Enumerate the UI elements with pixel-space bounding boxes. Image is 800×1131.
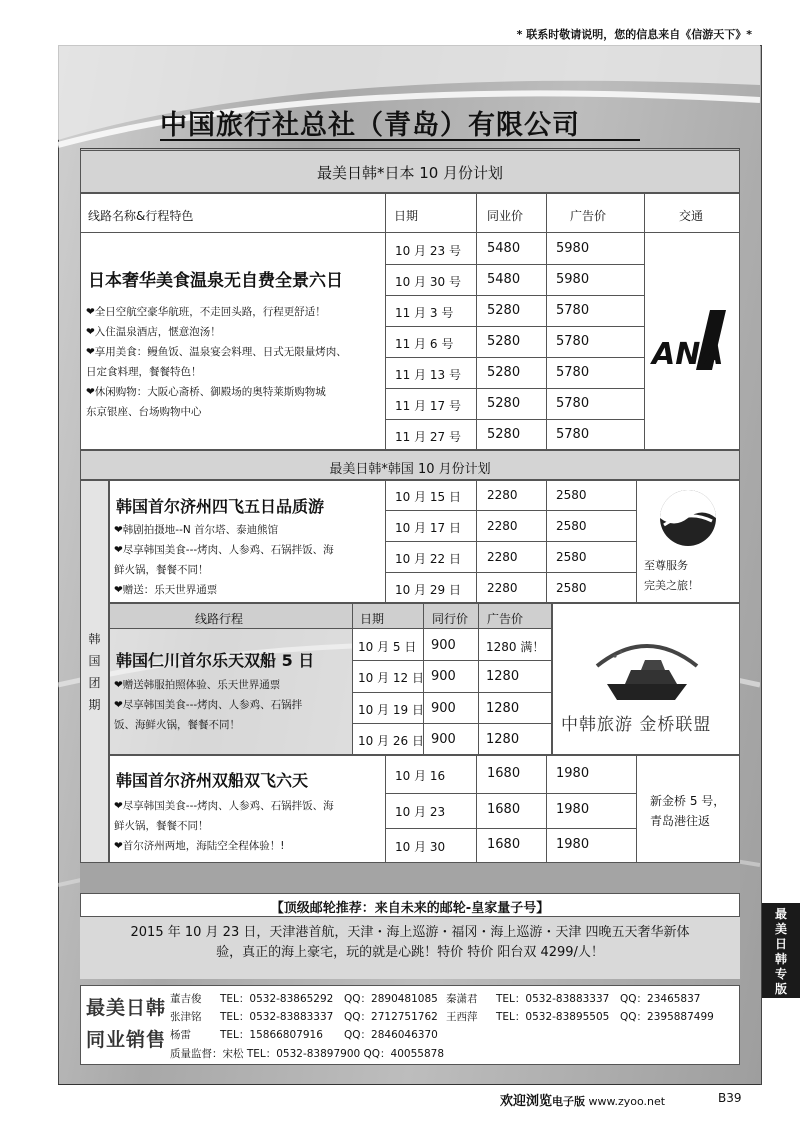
korea-route3-features: [114, 796, 384, 856]
korea-title-bar: [80, 450, 740, 480]
korea-route3-feature: ❤尽享韩国美食---烤肉、人参鸡、石锅拌饭、海: [114, 800, 334, 812]
cruise-title: 【顶级邮轮推荐：来自未来的邮轮-皇家量子号】: [270, 901, 550, 916]
contact-name: 张津铭: [170, 1011, 202, 1023]
side-tab-char: 最: [774, 907, 787, 921]
spacer-band: [80, 863, 740, 893]
japan-ad-price: 5980: [556, 272, 590, 287]
korea-route1-date: 10 月 17 日: [395, 521, 461, 535]
korea-route1-service-line2: 完美之旅！: [644, 579, 699, 592]
korea-route3-ad: 1980: [556, 766, 590, 781]
japan-date: 11 月 27 号: [395, 430, 461, 444]
contact-qq: QQ：2712751762: [344, 1011, 438, 1023]
sales-brand: [86, 992, 166, 1056]
japan-title: 最美日韩*日本 10 月份计划: [316, 164, 504, 182]
ship-logo-panel: [552, 603, 740, 755]
korea-route3-feature: ❤首尔济州两地，海陆空全程体验！!: [114, 840, 285, 852]
japan-trade-price: 5280: [487, 303, 521, 318]
side-tab-char: 美: [774, 922, 787, 936]
korea-route3-transport-line1: 新金桥 5 号，: [650, 794, 726, 808]
korea-route1-feature: ❤赠送：乐天世界通票: [114, 584, 218, 596]
contact-tel: TEL：0532-83883337: [220, 1011, 334, 1023]
japan-date: 10 月 30 号: [395, 275, 461, 289]
korea-route2-ad: 1280: [486, 701, 520, 716]
side-tab-char: 日: [774, 937, 787, 951]
ana-logo: [650, 306, 730, 374]
japan-ad-price: 5780: [556, 396, 590, 411]
korea-route1-service-line1: 至尊服务: [644, 559, 688, 572]
side-tab-char: 版: [774, 982, 787, 996]
korea-route2-ad: 1280: [486, 669, 520, 684]
contact-tel: TEL：0532-83883337: [496, 993, 610, 1005]
japan-header-date: 日期: [394, 209, 419, 223]
japan-feature: ❤享用美食：鳗鱼饭、温泉宴会料理、日式无限量烤肉、: [86, 346, 347, 358]
contact-tel: TEL：15866807916: [220, 1029, 323, 1041]
japan-title-bar: [80, 150, 740, 193]
japan-ad-price: 5780: [556, 365, 590, 380]
korea-route1-trade: 2280: [487, 550, 518, 564]
korea-route1-date: 10 月 29 日: [395, 583, 461, 597]
contact-name: 董吉俊: [170, 993, 202, 1005]
ana-logo-text: ANA: [652, 337, 724, 372]
korea-route3-transport-line2: 青岛港往返: [650, 814, 711, 828]
korea-route2-date: 10 月 12 日: [358, 671, 424, 685]
footer-edition: 电子版: [552, 1095, 586, 1108]
japan-ad-price: 5780: [556, 427, 590, 442]
japan-header-trade: 同业价: [487, 209, 524, 223]
korea-route3-ad: 1980: [556, 802, 590, 817]
contact-name: 杨雷: [170, 1029, 191, 1041]
korea-route2-trade: 900: [431, 638, 456, 653]
korea-route2-name: 韩国仁川首尔乐天双船 5 日: [116, 651, 315, 670]
japan-ad-price: 5980: [556, 241, 590, 256]
korea-route1-ad: 2580: [556, 550, 587, 564]
korea-route2-feature: ❤赠送韩服拍照体验、乐天世界通票: [114, 679, 281, 691]
korea-route2-features: [114, 675, 352, 735]
japan-trade-price: 5280: [487, 365, 521, 380]
cruise-title-bar: [80, 893, 740, 917]
korea-route2-feature: 饭、海鲜火锅，餐餐不同！: [114, 719, 240, 731]
side-tab: [762, 903, 800, 998]
ship-logo-text: 中韩旅游 金桥联盟: [561, 715, 712, 735]
korea-route1-date: 10 月 22 日: [395, 552, 461, 566]
korean-air-logo: [644, 487, 732, 549]
japan-trade-price: 5480: [487, 241, 521, 256]
korea-route2-ad: 1280 满！: [486, 640, 545, 654]
korea-route1-trade: 2280: [487, 488, 518, 502]
japan-date: 10 月 23 号: [395, 244, 461, 258]
japan-ad-price: 5780: [556, 334, 590, 349]
korea-route2-feature: ❤尽享韩国美食---烤肉、人参鸡、石锅拌: [114, 699, 303, 711]
japan-feature: 东京银座、台场购物中心: [86, 406, 202, 418]
quality-supervision: 质量监督：宋松 TEL：0532-83897900 QQ：40055878: [170, 1048, 444, 1060]
japan-header-ad: 广告价: [570, 209, 607, 223]
contact-qq: QQ：2395887499: [620, 1011, 714, 1023]
japan-trade-price: 5280: [487, 334, 521, 349]
korea-route1-feature: 鲜火锅，餐餐不同！: [114, 564, 209, 576]
japan-date: 11 月 6 号: [395, 337, 454, 351]
japan-header-transport: 交通: [679, 209, 704, 223]
korea-side-char: 韩: [88, 632, 101, 646]
japan-trade-price: 5280: [487, 396, 521, 411]
cruise-line1: 2015 年 10 月 23 日，天津港首航，天津・海上巡游・福冈・海上巡游・天津 四晚五天奢华新体: [130, 925, 690, 940]
japan-feature: ❤休闲购物：大阪心斋桥、御殿场的奥特莱斯购物城: [86, 386, 326, 398]
japan-route-name: 日本奢华美食温泉无自费全景六日: [88, 271, 343, 291]
korea-side-char: 团: [88, 676, 101, 690]
korea-route1-features: [114, 520, 384, 600]
korea-route1-date: 10 月 15 日: [395, 490, 461, 504]
footer: [58, 1084, 760, 1085]
korea-route1-trade: 2280: [487, 519, 518, 533]
korea-route2-header-date: 日期: [360, 612, 385, 626]
japan-feature: ❤全日空航空豪华航班，不走回头路，行程更舒适！: [86, 306, 326, 318]
contact-qq: QQ：2846046370: [344, 1029, 438, 1041]
side-tab-char: 韩: [774, 952, 787, 966]
korea-route1-name: 韩国首尔济州四飞五日品质游: [116, 497, 325, 516]
korea-route1-feature: ❤尽享韩国美食---烤肉、人参鸡、石锅拌饭、海: [114, 544, 334, 556]
sales-brand-line1: 最美日韩: [86, 997, 167, 1019]
japan-trade-price: 5280: [487, 427, 521, 442]
taegeuk-icon: [644, 487, 732, 549]
cruise-line2: 验，真正的海上豪宅，玩的就是心跳！特价 特价 阳台双 4299/人！: [216, 945, 604, 960]
company-title: 中国旅行社总社（青岛）有限公司: [160, 103, 640, 141]
korea-route2-ad: 1280: [486, 732, 520, 747]
cruise-description: [80, 917, 740, 979]
korea-route2-header-trade: 同行价: [432, 612, 469, 626]
korea-route2-date: 10 月 5 日: [358, 640, 417, 654]
korea-route2-header-ad: 广告价: [487, 612, 524, 626]
cruise-ship-icon: [591, 626, 703, 704]
korea-route3-trade: 1680: [487, 837, 521, 852]
korea-route3-date: 10 月 16: [395, 769, 446, 783]
side-tab-char: 专: [774, 967, 787, 981]
ana-logo-mark: [650, 306, 730, 374]
korea-route1-trade: 2280: [487, 581, 518, 595]
japan-features: [86, 302, 382, 422]
page-number: B39: [718, 1091, 742, 1105]
korea-route2-header: [109, 603, 552, 629]
korea-route3-trade: 1680: [487, 802, 521, 817]
sales-brand-line2: 同业销售: [86, 1029, 167, 1051]
korea-title: 最美日韩*韩国 10 月份计划: [329, 462, 491, 477]
japan-feature: ❤入住温泉酒店，惬意泡汤！: [86, 326, 221, 338]
japan-date: 11 月 17 号: [395, 399, 461, 413]
korea-route2-date: 10 月 19 日: [358, 703, 424, 717]
korea-route2-trade: 900: [431, 701, 456, 716]
korea-route2-date: 10 月 26 日: [358, 734, 424, 748]
japan-feature: 日定食料理，餐餐特色！: [86, 366, 202, 378]
korea-side-char: 国: [88, 654, 101, 668]
korea-route3-name: 韩国首尔济州双船双飞六天: [116, 771, 309, 790]
korea-route1-ad: 2580: [556, 519, 587, 533]
korea-route3-trade: 1680: [487, 766, 521, 781]
japan-ad-price: 5780: [556, 303, 590, 318]
korea-route3-date: 10 月 23: [395, 805, 446, 819]
contact-name: 秦潇君: [446, 993, 478, 1005]
contact-tel: TEL：0532-83865292: [220, 993, 334, 1005]
contact-qq: QQ：2890481085: [344, 993, 438, 1005]
contact-tel: TEL：0532-83895505: [496, 1011, 610, 1023]
japan-trade-price: 5480: [487, 272, 521, 287]
korea-side-char: 期: [88, 698, 101, 712]
korea-route2-trade: 900: [431, 732, 456, 747]
footer-site[interactable]: www.zyoo.net: [585, 1095, 666, 1108]
contact-qq: QQ：23465837: [620, 993, 701, 1005]
source-notice: * 联系时敬请说明，您的信息来自《信游天下》*: [516, 28, 752, 41]
korea-route1-ad: 2580: [556, 488, 587, 502]
korea-route3-feature: 鲜火锅，餐餐不同！: [114, 820, 209, 832]
korea-route3-date: 10 月 30: [395, 840, 446, 854]
korea-route1-ad: 2580: [556, 581, 587, 595]
korea-route2-header-route: 线路行程: [195, 612, 244, 626]
japan-date: 11 月 3 号: [395, 306, 454, 320]
footer-text: [500, 1090, 665, 1109]
contact-name: 王西萍: [446, 1011, 478, 1023]
korea-side-label: [80, 628, 109, 716]
korea-route3-ad: 1980: [556, 837, 590, 852]
korea-route1-feature: ❤韩剧拍摄地--N 首尔塔、泰迪熊馆: [114, 524, 279, 536]
korea-route2-trade: 900: [431, 669, 456, 684]
japan-date: 11 月 13 号: [395, 368, 461, 382]
japan-header-route: 线路名称&行程特色: [88, 209, 194, 223]
footer-welcome: 欢迎浏览: [500, 1094, 553, 1109]
